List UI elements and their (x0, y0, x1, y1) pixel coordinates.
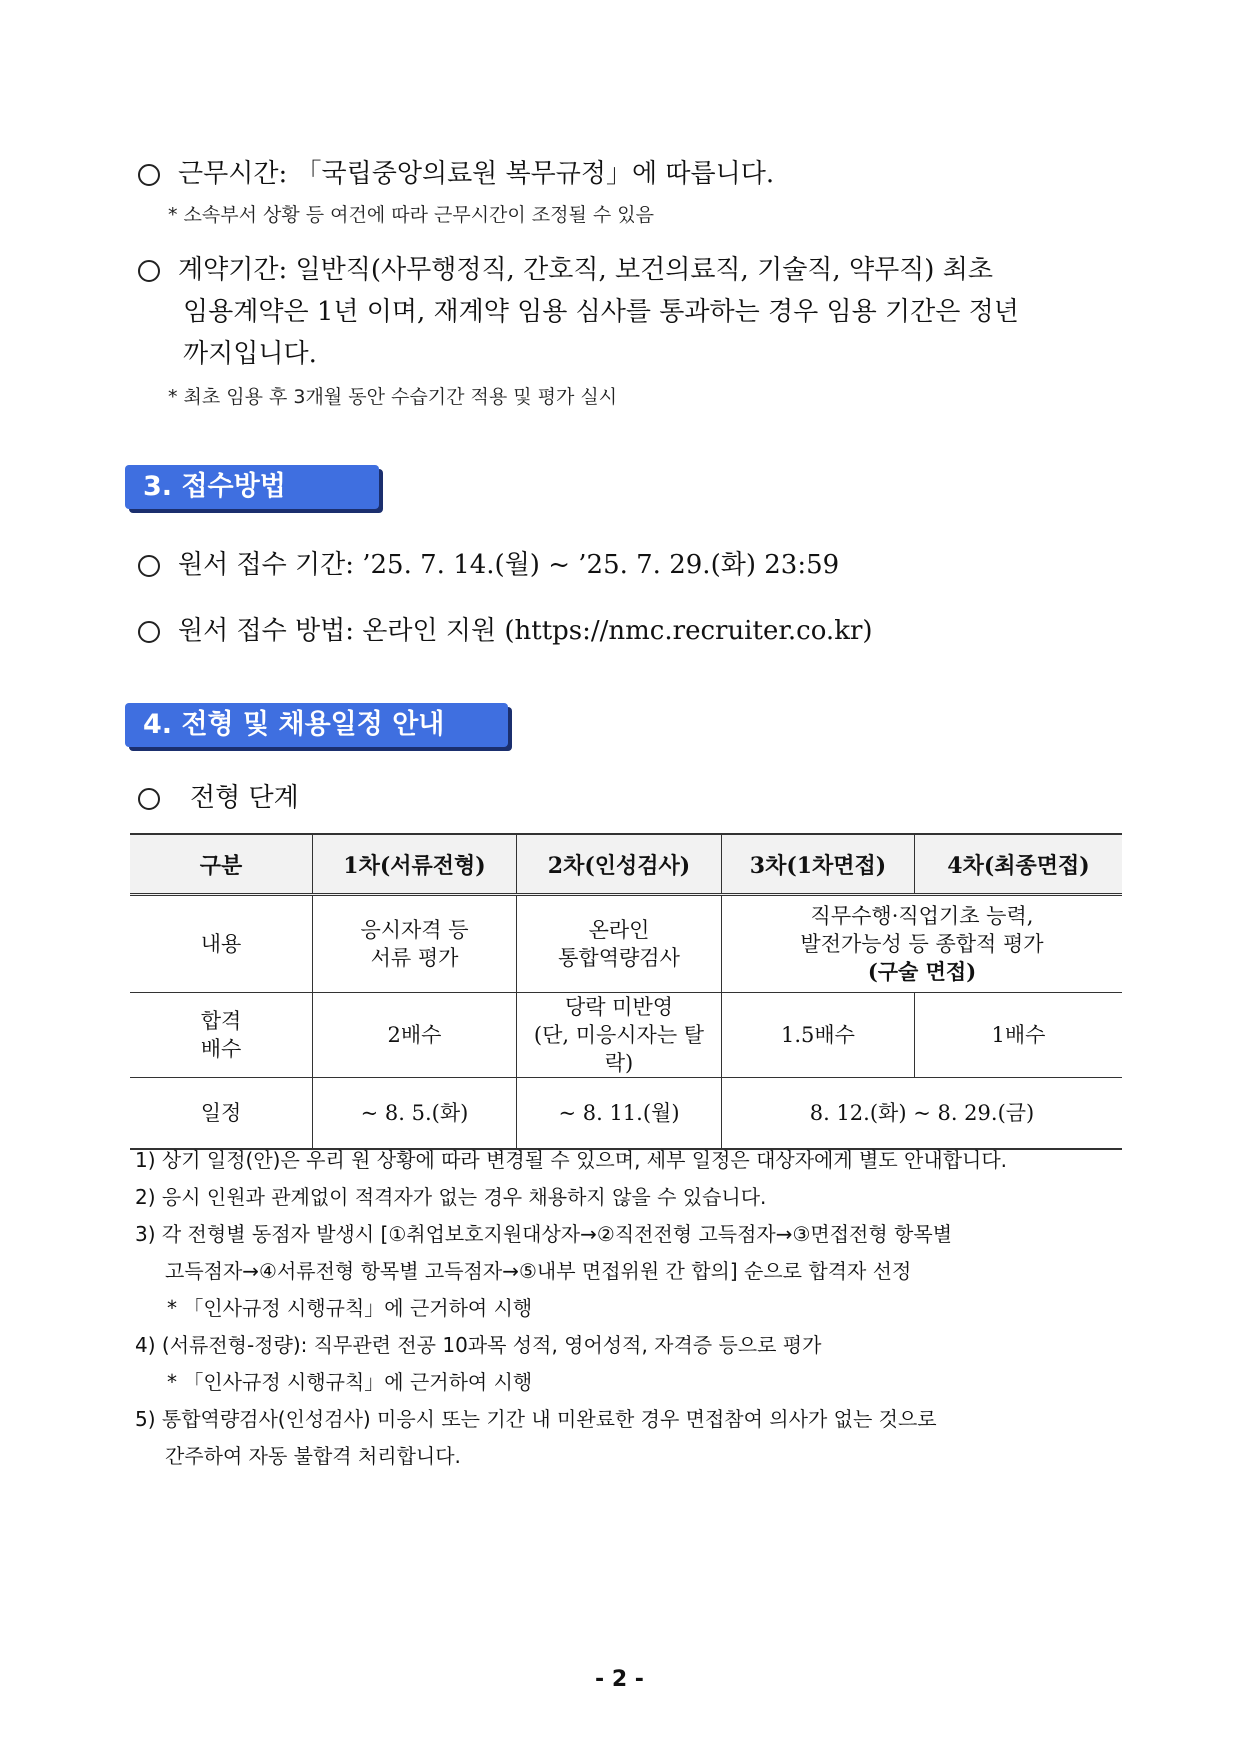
header-stage-2: 2차(인성검사) (517, 834, 722, 895)
table-row-schedule (130, 1078, 1122, 1150)
content-stage-2-line-1: 온라인 (588, 918, 650, 942)
circle-bullet-icon (138, 555, 160, 577)
content-interview-line-2: 발전가능성 등 종합적 평가 (800, 932, 1044, 956)
content-stage-2-line-2: 통합역량검사 (558, 946, 680, 970)
footnote-5-line-2: 간주하여 자동 불합격 처리합니다. (165, 1444, 461, 1468)
application-method-text: 원서 접수 방법: 온라인 지원 (https://nmc.recruiter.co.kr) (178, 616, 873, 646)
content-stage-3-4 (722, 895, 1123, 993)
table-header-row (130, 834, 1122, 895)
header-stage-4: 4차(최종면접) (915, 834, 1123, 895)
schedule-stage-2: ~ 8. 11.(월) (517, 1078, 722, 1150)
footnotes (135, 1142, 1125, 1475)
section-4-heading: 4. 전형 및 채용일정 안내 (125, 703, 508, 747)
circle-bullet-icon (138, 788, 160, 810)
row-label-content: 내용 (130, 895, 313, 993)
circle-bullet-icon (138, 164, 160, 186)
pass-stage-3: 1.5배수 (722, 993, 915, 1078)
stage-heading-text: 전형 단계 (190, 783, 299, 813)
pass-stage-1: 2배수 (313, 993, 517, 1078)
work-hours-note: * 소속부서 상황 등 여건에 따라 근무시간이 조정될 수 있음 (168, 204, 654, 226)
footnote-3-line-1: 3) 각 전형별 동점자 발생시 [①취업보호지원대상자→②직전전형 고득점자→③면접전형 항목별 (135, 1222, 953, 1246)
footnote-2: 2) 응시 인원과 관계없이 적격자가 없는 경우 채용하지 않을 수 있습니다. (135, 1185, 767, 1209)
stage-heading (138, 778, 299, 818)
footnote-4: 4) (서류전형-정량): 직무관련 전공 10과목 성적, 영어성적, 자격증 등으로 평가 (135, 1333, 822, 1357)
header-stage-3: 3차(1차면접) (722, 834, 915, 895)
table-row-pass-ratio (130, 993, 1122, 1078)
application-method (138, 611, 873, 651)
contract-note: * 최초 임용 후 3개월 동안 수습기간 적용 및 평가 실시 (168, 386, 618, 408)
table-row-content (130, 895, 1122, 993)
content-stage-1-line-1: 응시자격 등 (360, 918, 469, 942)
schedule-table (130, 833, 1122, 1150)
content-stage-1-line-2: 서류 평가 (370, 946, 459, 970)
circle-bullet-icon (138, 260, 160, 282)
footnote-3-note: * 「인사규정 시행규칙」에 근거하여 시행 (167, 1296, 533, 1320)
row-label-pass-ratio (130, 993, 313, 1078)
footnote-3-line-2: 고득점자→④서류전형 항목별 고득점자→⑤내부 면접위원 간 합의] 순으로 합격자 선정 (165, 1259, 912, 1283)
contract-item (138, 250, 1128, 290)
content-interview-line-3: (구술 면접) (867, 959, 977, 984)
schedule-stage-3-4: 8. 12.(화) ~ 8. 29.(금) (722, 1078, 1123, 1150)
pass-stage-2-line-1: 당락 미반영 (564, 995, 674, 1019)
contract-line-2: 임용계약은 1년 이며, 재계약 임용 심사를 통과하는 경우 임용 기간은 정년 (183, 297, 1019, 327)
page-number: - 2 - (595, 1667, 644, 1692)
schedule-stage-1: ~ 8. 5.(화) (313, 1078, 517, 1150)
work-hours-text: 근무시간: 「국립중앙의료원 복무규정」에 따릅니다. (178, 159, 775, 189)
section-3-heading: 3. 접수방법 (125, 465, 379, 509)
content-interview-line-1: 직무수행·직업기초 능력, (810, 904, 1034, 928)
footnote-5-line-1: 5) 통합역량검사(인성검사) 미응시 또는 기간 내 미완료한 경우 면접참여 의사가 없는 것으로 (135, 1407, 937, 1431)
content-stage-1 (313, 895, 517, 993)
content-stage-2 (517, 895, 722, 993)
pass-stage-2 (517, 993, 722, 1078)
footnote-1: 1) 상기 일정(안)은 우리 원 상황에 따라 변경될 수 있으며, 세부 일정은 대상자에게 별도 안내합니다. (135, 1148, 1008, 1172)
pass-label-line-2: 배수 (200, 1037, 242, 1061)
header-stage-1: 1차(서류전형) (313, 834, 517, 895)
header-category: 구분 (130, 834, 313, 895)
row-label-schedule: 일정 (130, 1078, 313, 1150)
work-hours-item (138, 154, 774, 194)
footnote-4-note: * 「인사규정 시행규칙」에 근거하여 시행 (167, 1370, 533, 1394)
pass-stage-2-line-2: (단, 미응시자는 탈락) (533, 1023, 705, 1075)
pass-stage-4: 1배수 (915, 993, 1123, 1078)
application-period-text: 원서 접수 기간: ’25. 7. 14.(월) ~ ’25. 7. 29.(화) 23:59 (178, 550, 840, 580)
application-period (138, 545, 839, 585)
contract-line-3: 까지입니다. (183, 339, 317, 369)
pass-label-line-1: 합격 (200, 1009, 242, 1033)
circle-bullet-icon (138, 621, 160, 643)
contract-line-1: 계약기간: 일반직(사무행정직, 간호직, 보건의료직, 기술직, 약무직) 최초 (178, 255, 993, 285)
